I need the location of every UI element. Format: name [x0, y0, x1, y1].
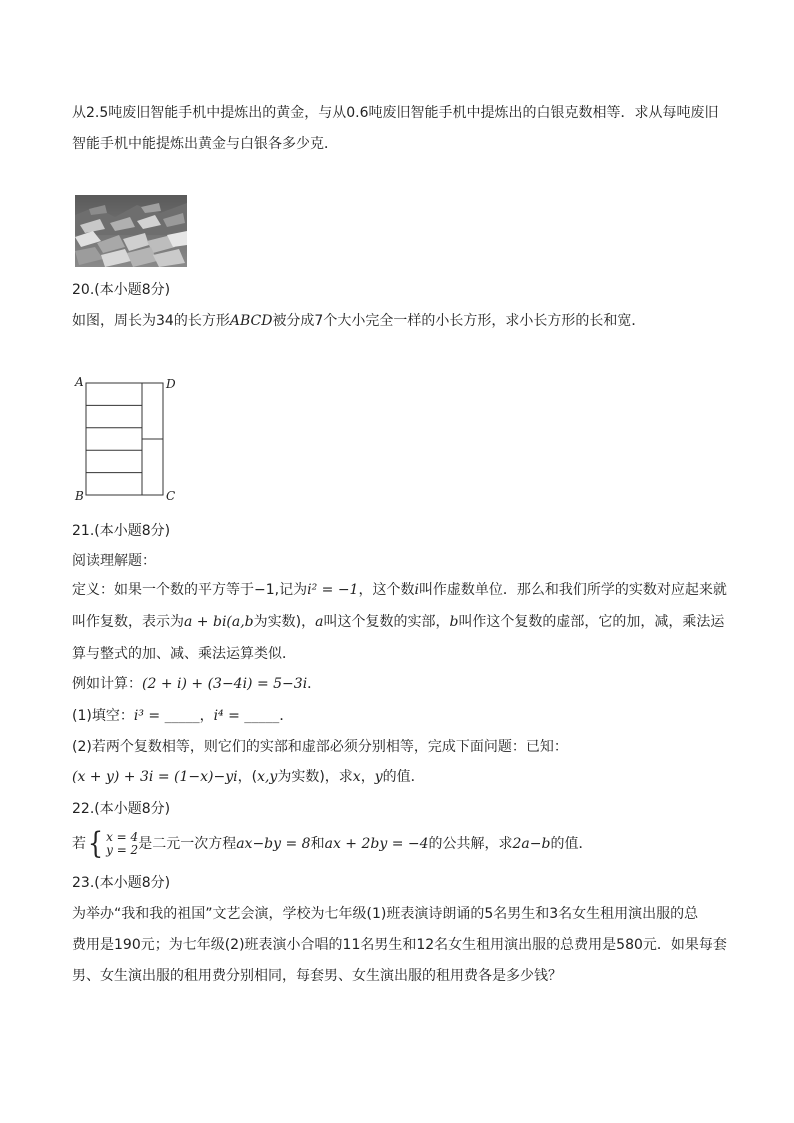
q21-def-c: 叫作虚数单位．那么和我们所学的实数对应起来就 — [418, 582, 727, 598]
q21-part1-c: ． — [279, 708, 294, 724]
q22-header: 22.(本小题8分) — [72, 801, 171, 817]
q21-def2-a: 叫作复数，表示为 — [72, 614, 184, 630]
q21-def2-c: 叫这个复数的实部， — [323, 614, 450, 630]
q20-rect-name: ABCD — [229, 313, 273, 329]
q23-line-3: 男、女生演出服的租用费分别相同，每套男、女生演出服的租用费各是多少钱？ — [72, 968, 562, 984]
q22-mid-a: 是二元一次方程 — [138, 836, 237, 852]
q21-part2b-math-3: x — [352, 769, 361, 785]
q21-def2-math-1: a + bi(a,b — [184, 614, 254, 630]
q21-def2-math-3: b — [449, 614, 459, 630]
equation-system — [86, 826, 139, 861]
q21-part1-blank-1: i³ = _____ — [133, 708, 200, 724]
q21-def-math-1: i² = −1 — [307, 582, 359, 598]
brace-icon: { — [87, 826, 104, 861]
rectangle-figure — [72, 372, 192, 511]
q21-def-math-2: i — [414, 582, 419, 598]
q21-part2b-c: ， — [360, 769, 375, 785]
q21-example-math: (2 + i) + (3−4i) = 5−3i — [142, 676, 308, 692]
q21-part2b-d: 的值． — [382, 769, 425, 785]
q21-part2-eq: (x + y) + 3i = (1−x)−yi — [72, 769, 238, 785]
scrap-phones-photo — [75, 195, 187, 267]
q21-part1-b: ， — [199, 708, 214, 724]
q23-line-1: 为举办“我和我的祖国”文艺会演，学校为七年级(1)班表演诗朗诵的5名男生和3名女生租用演出服的总 — [72, 906, 699, 922]
q21-def2-d: 叫作这个复数的虚部，它的加，减，乘法运 — [458, 614, 725, 630]
q21-part1-blank-2: i⁴ = _____ — [213, 708, 280, 724]
q21-part2b-a: ，( — [237, 769, 258, 785]
q21-part-2: (2)若两个复数相等，则它们的实部和虚部必须分别相等，完成下面问题：已知： — [72, 739, 568, 755]
system-row-2: y = 2 — [106, 843, 139, 857]
q22-prefix: 若 — [72, 836, 86, 852]
q20-text-b: 被分成7个大小完全一样的小长方形，求小长方形的长和宽． — [272, 313, 646, 329]
q22-mid-c: 的公共解，求 — [428, 836, 513, 852]
q21-part-2-equation — [72, 767, 425, 787]
q23-line-2: 费用是190元；为七年级(2)班表演小合唱的11名男生和12名女生租用演出服的总费用是580元．如果每套 — [72, 937, 727, 953]
system-row-1: x = 4 — [106, 830, 139, 844]
q21-intro: 阅读理解题： — [72, 553, 156, 569]
q22-eq-2: ax + 2by = −4 — [324, 836, 429, 852]
q21-header: 21.(本小题8分) — [72, 523, 171, 539]
label-d: D — [166, 377, 176, 391]
label-a: A — [75, 375, 84, 389]
q21-def2-b: 为实数)， — [253, 614, 316, 630]
q19-line-1: 从2.5吨废旧智能手机中提炼出的黄金，与从0.6吨废旧智能手机中提炼出的白银克数相等．求从每吨废旧 — [72, 105, 719, 121]
q22-mid-d: 的值． — [550, 836, 593, 852]
q19-line-2: 智能手机中能提炼出黄金与白银各多少克． — [72, 136, 338, 152]
q21-part1-a: (1)填空： — [72, 708, 134, 724]
q21-definition-line-3: 算与整式的加、减、乘法运算类似． — [72, 646, 296, 662]
q21-definition-line-2 — [72, 612, 724, 632]
q21-part2b-math-2: x,y — [257, 769, 278, 785]
q21-example-a: 例如计算： — [72, 676, 142, 692]
q22-eq-1: ax−by = 8 — [236, 836, 311, 852]
q23-header: 23.(本小题8分) — [72, 875, 171, 891]
q22-text — [72, 826, 593, 861]
label-b: B — [75, 489, 84, 503]
q21-part-1 — [72, 706, 293, 726]
q21-def-a: 定义：如果一个数的平方等于−1,记为 — [72, 582, 308, 598]
q20-text-a: 如图，周长为34的长方形 — [72, 313, 230, 329]
q20-text — [72, 311, 645, 331]
q21-def2-math-2: a — [315, 614, 324, 630]
q21-def-b: ，这个数 — [358, 582, 415, 598]
q21-definition-line-1 — [72, 580, 727, 600]
q20-header: 20.(本小题8分) — [72, 282, 171, 298]
q22-eq-3: 2a−b — [512, 836, 551, 852]
q21-part2b-b: 为实数)，求 — [277, 769, 353, 785]
q21-example — [72, 674, 321, 694]
label-c: C — [166, 489, 176, 503]
q22-mid-b: 和 — [310, 836, 325, 852]
q21-part2b-math-4: y — [374, 769, 383, 785]
q21-example-b: ． — [307, 676, 322, 692]
